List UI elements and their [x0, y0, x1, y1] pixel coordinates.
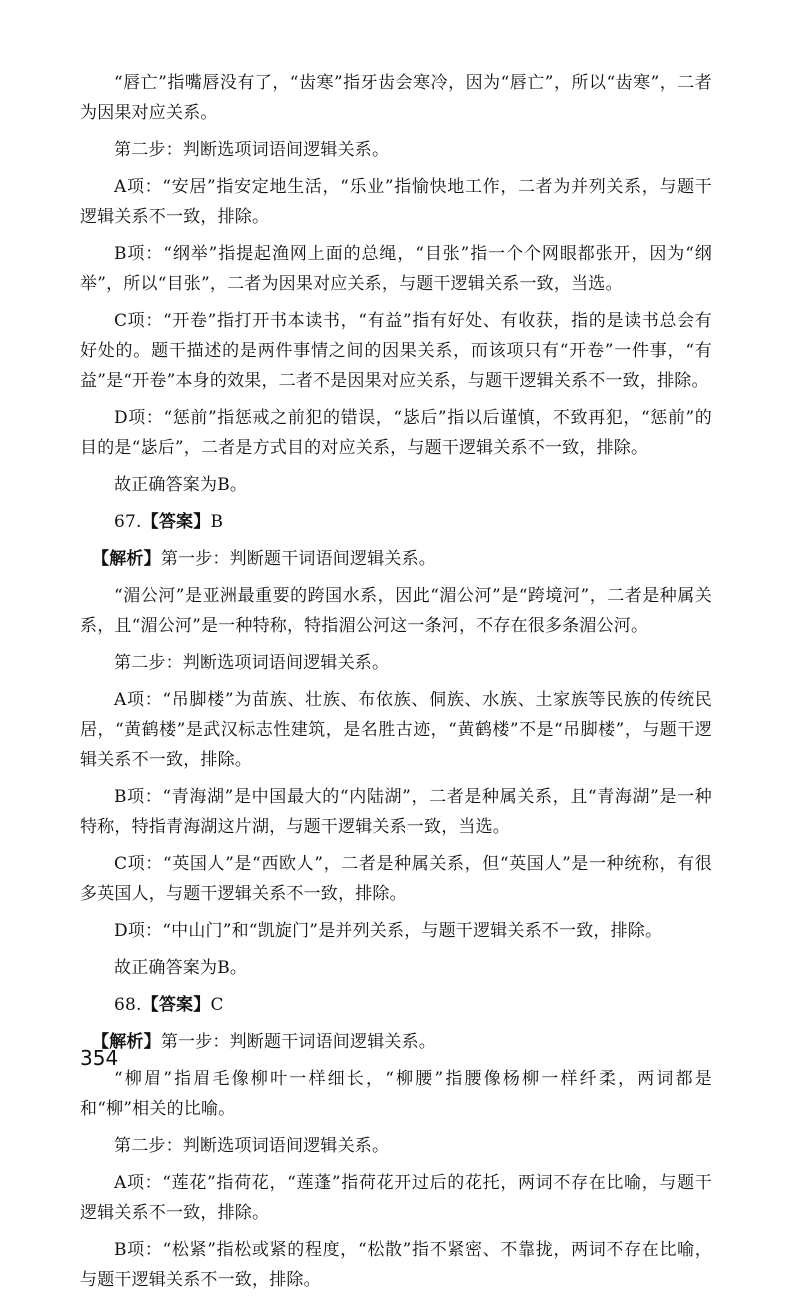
paragraph-option-b: B项：“纲举”指提起渔网上面的总绳，“目张”指一个个网眼都张开，因为“纲举”，所以“目张”，二者为因果对应关系，与题干逻辑关系一致，当选。: [80, 244, 712, 294]
paragraph-option-c: C项：“开卷”指打开书本读书，“有益”指有好处、有收获，指的是读书总会有好处的。题干描述的是两件事情之间的因果关系，而该项只有“开卷”一件事，“有益”是“开卷”本身的效果，二者不是因果对应关系，与题干逻辑关系不一致，排除。: [80, 311, 712, 391]
q67-analysis-first: 第一步：判断题干词语间逻辑关系。: [160, 549, 437, 569]
q68-number: 68.: [114, 995, 142, 1015]
q68-paragraph-step-two: 第二步：判断选项词语间逻辑关系。: [114, 1136, 390, 1156]
q68-analysis-label: 【解析】: [92, 1032, 161, 1052]
q68-paragraph-option-a: A项：“莲花”指荷花，“莲蓬”指荷花开过后的花托，两词不存在比喻，与题干逻辑关系不一致，排除。: [80, 1173, 712, 1223]
q68-analysis-first: 第一步：判断题干词语间逻辑关系。: [160, 1032, 437, 1052]
page-content: [80, 68, 712, 1302]
paragraph-cause-effect: “唇亡”指嘴唇没有了，“齿寒”指牙齿会寒冷，因为“唇亡”，所以“齿寒”，二者为因果对应关系。: [80, 73, 712, 123]
q67-paragraph-option-d: D项：“中山门”和“凯旋门”是并列关系，与题干逻辑关系不一致，排除。: [114, 921, 663, 941]
q68-paragraph-option-b: B项：“松紧”指松或紧的程度，“松散”指不紧密、不靠拢，两词不存在比喻，与题干逻辑关系不一致，排除。: [80, 1240, 712, 1290]
q68-answer-label: 【答案】: [141, 995, 211, 1015]
q67-analysis-line: [80, 544, 712, 574]
q68-paragraph-stem: “柳眉”指眉毛像柳叶一样细长，“柳腰”指腰像杨柳一样纤柔，两词都是和“柳”相关的比喻。: [80, 1069, 712, 1119]
paragraph-correct-answer: 故正确答案为B。: [114, 475, 248, 495]
q67-answer-value: B: [210, 512, 224, 532]
q67-paragraph-correct-answer: 故正确答案为B。: [114, 958, 248, 978]
q67-analysis-label: 【解析】: [92, 549, 161, 569]
paragraph-step-two: 第二步：判断选项词语间逻辑关系。: [114, 140, 390, 160]
q67-paragraph-option-a: A项：“吊脚楼”为苗族、壮族、布依族、侗族、水族、土家族等民族的传统民居，“黄鹤楼”是武汉标志性建筑，是名胜古迹，“黄鹤楼”不是“吊脚楼”，与题干逻辑关系不一致，排除。: [80, 690, 712, 770]
q67-paragraph-step-two: 第二步：判断选项词语间逻辑关系。: [114, 653, 390, 673]
q67-paragraph-stem: “湄公河”是亚洲最重要的跨国水系，因此“湄公河”是“跨境河”，二者是种属关系，且“湄公河”是一种特称，特指湄公河这一条河，不存在很多条湄公河。: [80, 586, 712, 636]
page-number: 354: [80, 1046, 119, 1070]
q67-paragraph-option-b: B项：“青海湖”是中国最大的“内陆湖”，二者是种属关系，且“青海湖”是一种特称，特指青海湖这片湖，与题干逻辑关系一致，当选。: [80, 787, 712, 837]
q67-answer-label: 【答案】: [141, 512, 211, 532]
paragraph-option-a: A项：“安居”指安定地生活，“乐业”指愉快地工作，二者为并列关系，与题干逻辑关系不一致，排除。: [80, 177, 712, 227]
q67-number: 67.: [114, 512, 142, 532]
q68-answer-line: [80, 990, 712, 1020]
paragraph-option-d: D项：“惩前”指惩戒之前犯的错误，“毖后”指以后谨慎，不致再犯，“惩前”的目的是“毖后”，二者是方式目的对应关系，与题干逻辑关系不一致，排除。: [80, 408, 712, 458]
q67-answer-line: [80, 507, 712, 537]
q68-answer-value: C: [210, 995, 224, 1015]
q67-paragraph-option-c: C项：“英国人”是“西欧人”，二者是种属关系，但“英国人”是一种统称，有很多英国人，与题干逻辑关系不一致，排除。: [80, 854, 712, 904]
q68-analysis-line: [80, 1027, 712, 1057]
